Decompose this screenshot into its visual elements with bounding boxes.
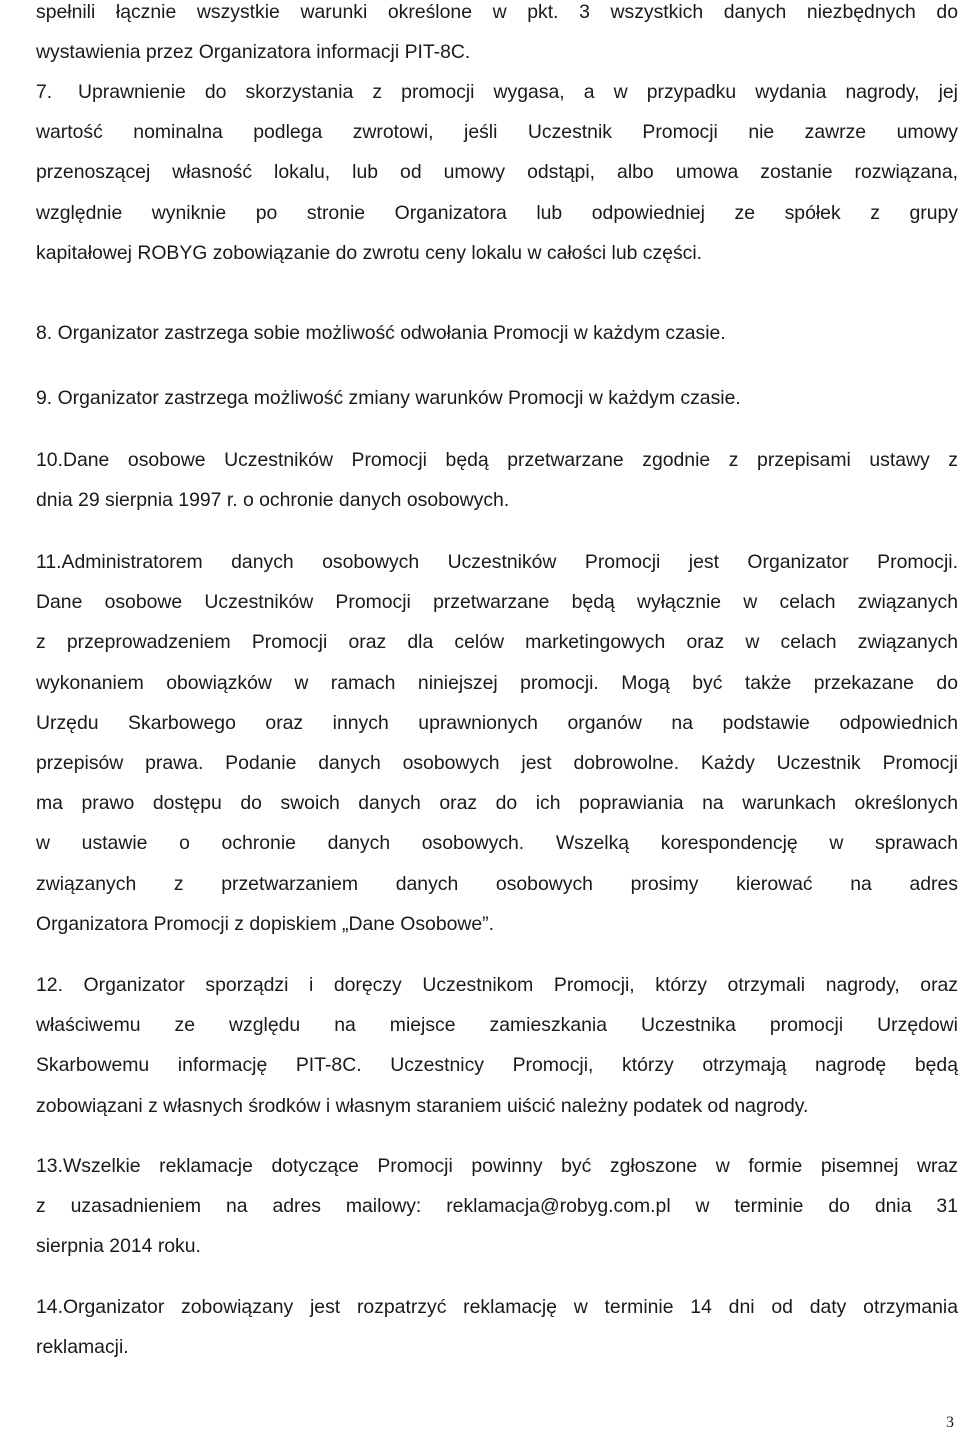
item-number: 12. [36, 974, 63, 996]
paragraph-text [36, 378, 958, 418]
text-line: Urzędu Skarbowego oraz innych uprawnionych organów na podstawie odpowiednich [36, 711, 958, 734]
text-line: związanych z przetwarzaniem danych osobowych prosimy kierować na adres [36, 872, 958, 895]
list-item-8 [36, 313, 958, 353]
text-line: przepisów prawa. Podanie danych osobowych jest dobrowolne. Każdy Uczestnik Promocji [36, 752, 958, 775]
text-line: zobowiązani z własnych środków i własnym staraniem uiścić należny podatek od nagrody. [36, 1094, 809, 1117]
paragraph-text [36, 0, 958, 72]
text-line: wystawienia przez Organizatora informacji PIT-8C. [36, 41, 471, 64]
paragraph-continuation [36, 0, 958, 72]
item-number: 11. [36, 551, 62, 573]
paragraph-text [36, 1287, 958, 1367]
text-line: wykonaniem obowiązków w ramach niniejszej promocji. Mogą być także przekazane do [36, 671, 958, 694]
text-line: z uzasadnieniem na adres mailowy: reklamacja@robyg.com.pl w terminie do dnia 31 [36, 1195, 958, 1218]
text-line: przenoszącej własność lokalu, lub od umowy odstąpi, albo umowa zostanie rozwiązana, [36, 161, 958, 184]
text-line: wartość nominalna podlega zwrotowi, jeśli Uczestnik Promocji nie zawrze umowy [36, 121, 958, 144]
text-line: właściwemu ze względu na miejsce zamieszkania Uczestnika promocji Urzędowi [36, 1014, 958, 1037]
text-line: 9. Organizator zastrzega możliwość zmiany warunków Promocji w każdym czasie. [36, 387, 741, 409]
text-line: w ustawie o ochronie danych osobowych. Wszelką korespondencję w sprawach [36, 832, 958, 855]
item-number: 14. [36, 1296, 63, 1318]
list-item-10 [36, 440, 958, 520]
text-line: sierpnia 2014 roku. [36, 1235, 201, 1258]
item-number: 13. [36, 1155, 63, 1177]
list-item-9 [36, 378, 958, 418]
paragraph-text [36, 965, 958, 1126]
list-item-7 [36, 72, 958, 273]
paragraph-text [36, 1146, 958, 1267]
text-line: ma prawo dostępu do swoich danych oraz do ich poprawiania na warunkach określonych [36, 792, 958, 815]
text-line: spełnili łącznie wszystkie warunki określone w pkt. 3 wszystkich danych niezbędnych do [36, 1, 958, 23]
list-item-11 [36, 542, 958, 944]
text-line: 10.Dane osobowe Uczestników Promocji będą przetwarzane zgodnie z przepisami ustawy z [36, 449, 958, 471]
text-line: 14.Organizator zobowiązany jest rozpatrzyć reklamację w terminie 14 dni od daty otrzymania [36, 1296, 958, 1318]
text-line: reklamacji. [36, 1336, 129, 1359]
text-line: kapitałowej ROBYG zobowiązanie do zwrotu ceny lokalu w całości lub części. [36, 241, 703, 264]
page-number: 3 [946, 1414, 954, 1431]
item-number: 9. [36, 387, 53, 409]
list-item-14 [36, 1287, 958, 1367]
item-number: 8. [36, 322, 53, 344]
text-line: z przeprowadzeniem Promocji oraz dla celów marketingowych oraz w celach związanych [36, 631, 958, 654]
text-line: Dane osobowe Uczestników Promocji przetwarzane będą wyłącznie w celach związanych [36, 591, 958, 614]
text-line: względnie wyniknie po stronie Organizatora lub odpowiedniej ze spółek z grupy [36, 201, 958, 224]
text-line: Uprawnienie do skorzystania z promocji wygasa, a w przypadku wydania nagrody, jej [78, 81, 958, 103]
item-number: 7. [36, 81, 53, 103]
text-line: 11.Administratorem danych osobowych Uczestników Promocji jest Organizator Promocji. [36, 551, 958, 573]
text-line: Skarbowemu informację PIT-8C. Uczestnicy Promocji, którzy otrzymają nagrodę będą [36, 1054, 958, 1077]
text-line: Organizatora Promocji z dopiskiem „Dane Osobowe”. [36, 912, 495, 935]
list-item-12 [36, 965, 958, 1126]
paragraph-text [36, 72, 958, 273]
item-number: 10. [36, 449, 63, 471]
list-item-13 [36, 1146, 958, 1267]
paragraph-text [36, 542, 958, 944]
text-line: 13.Wszelkie reklamacje dotyczące Promocji powinny być zgłoszone w formie pisemnej wraz [36, 1155, 958, 1177]
paragraph-text [36, 313, 958, 353]
text-line: 8. Organizator zastrzega sobie możliwość odwołania Promocji w każdym czasie. [36, 322, 726, 344]
text-line: 12. Organizator sporządzi i doręczy Uczestnikom Promocji, którzy otrzymali nagrody, oraz [36, 974, 959, 996]
paragraph-text [36, 440, 958, 520]
text-line: dnia 29 sierpnia 1997 r. o ochronie danych osobowych. [36, 489, 510, 512]
